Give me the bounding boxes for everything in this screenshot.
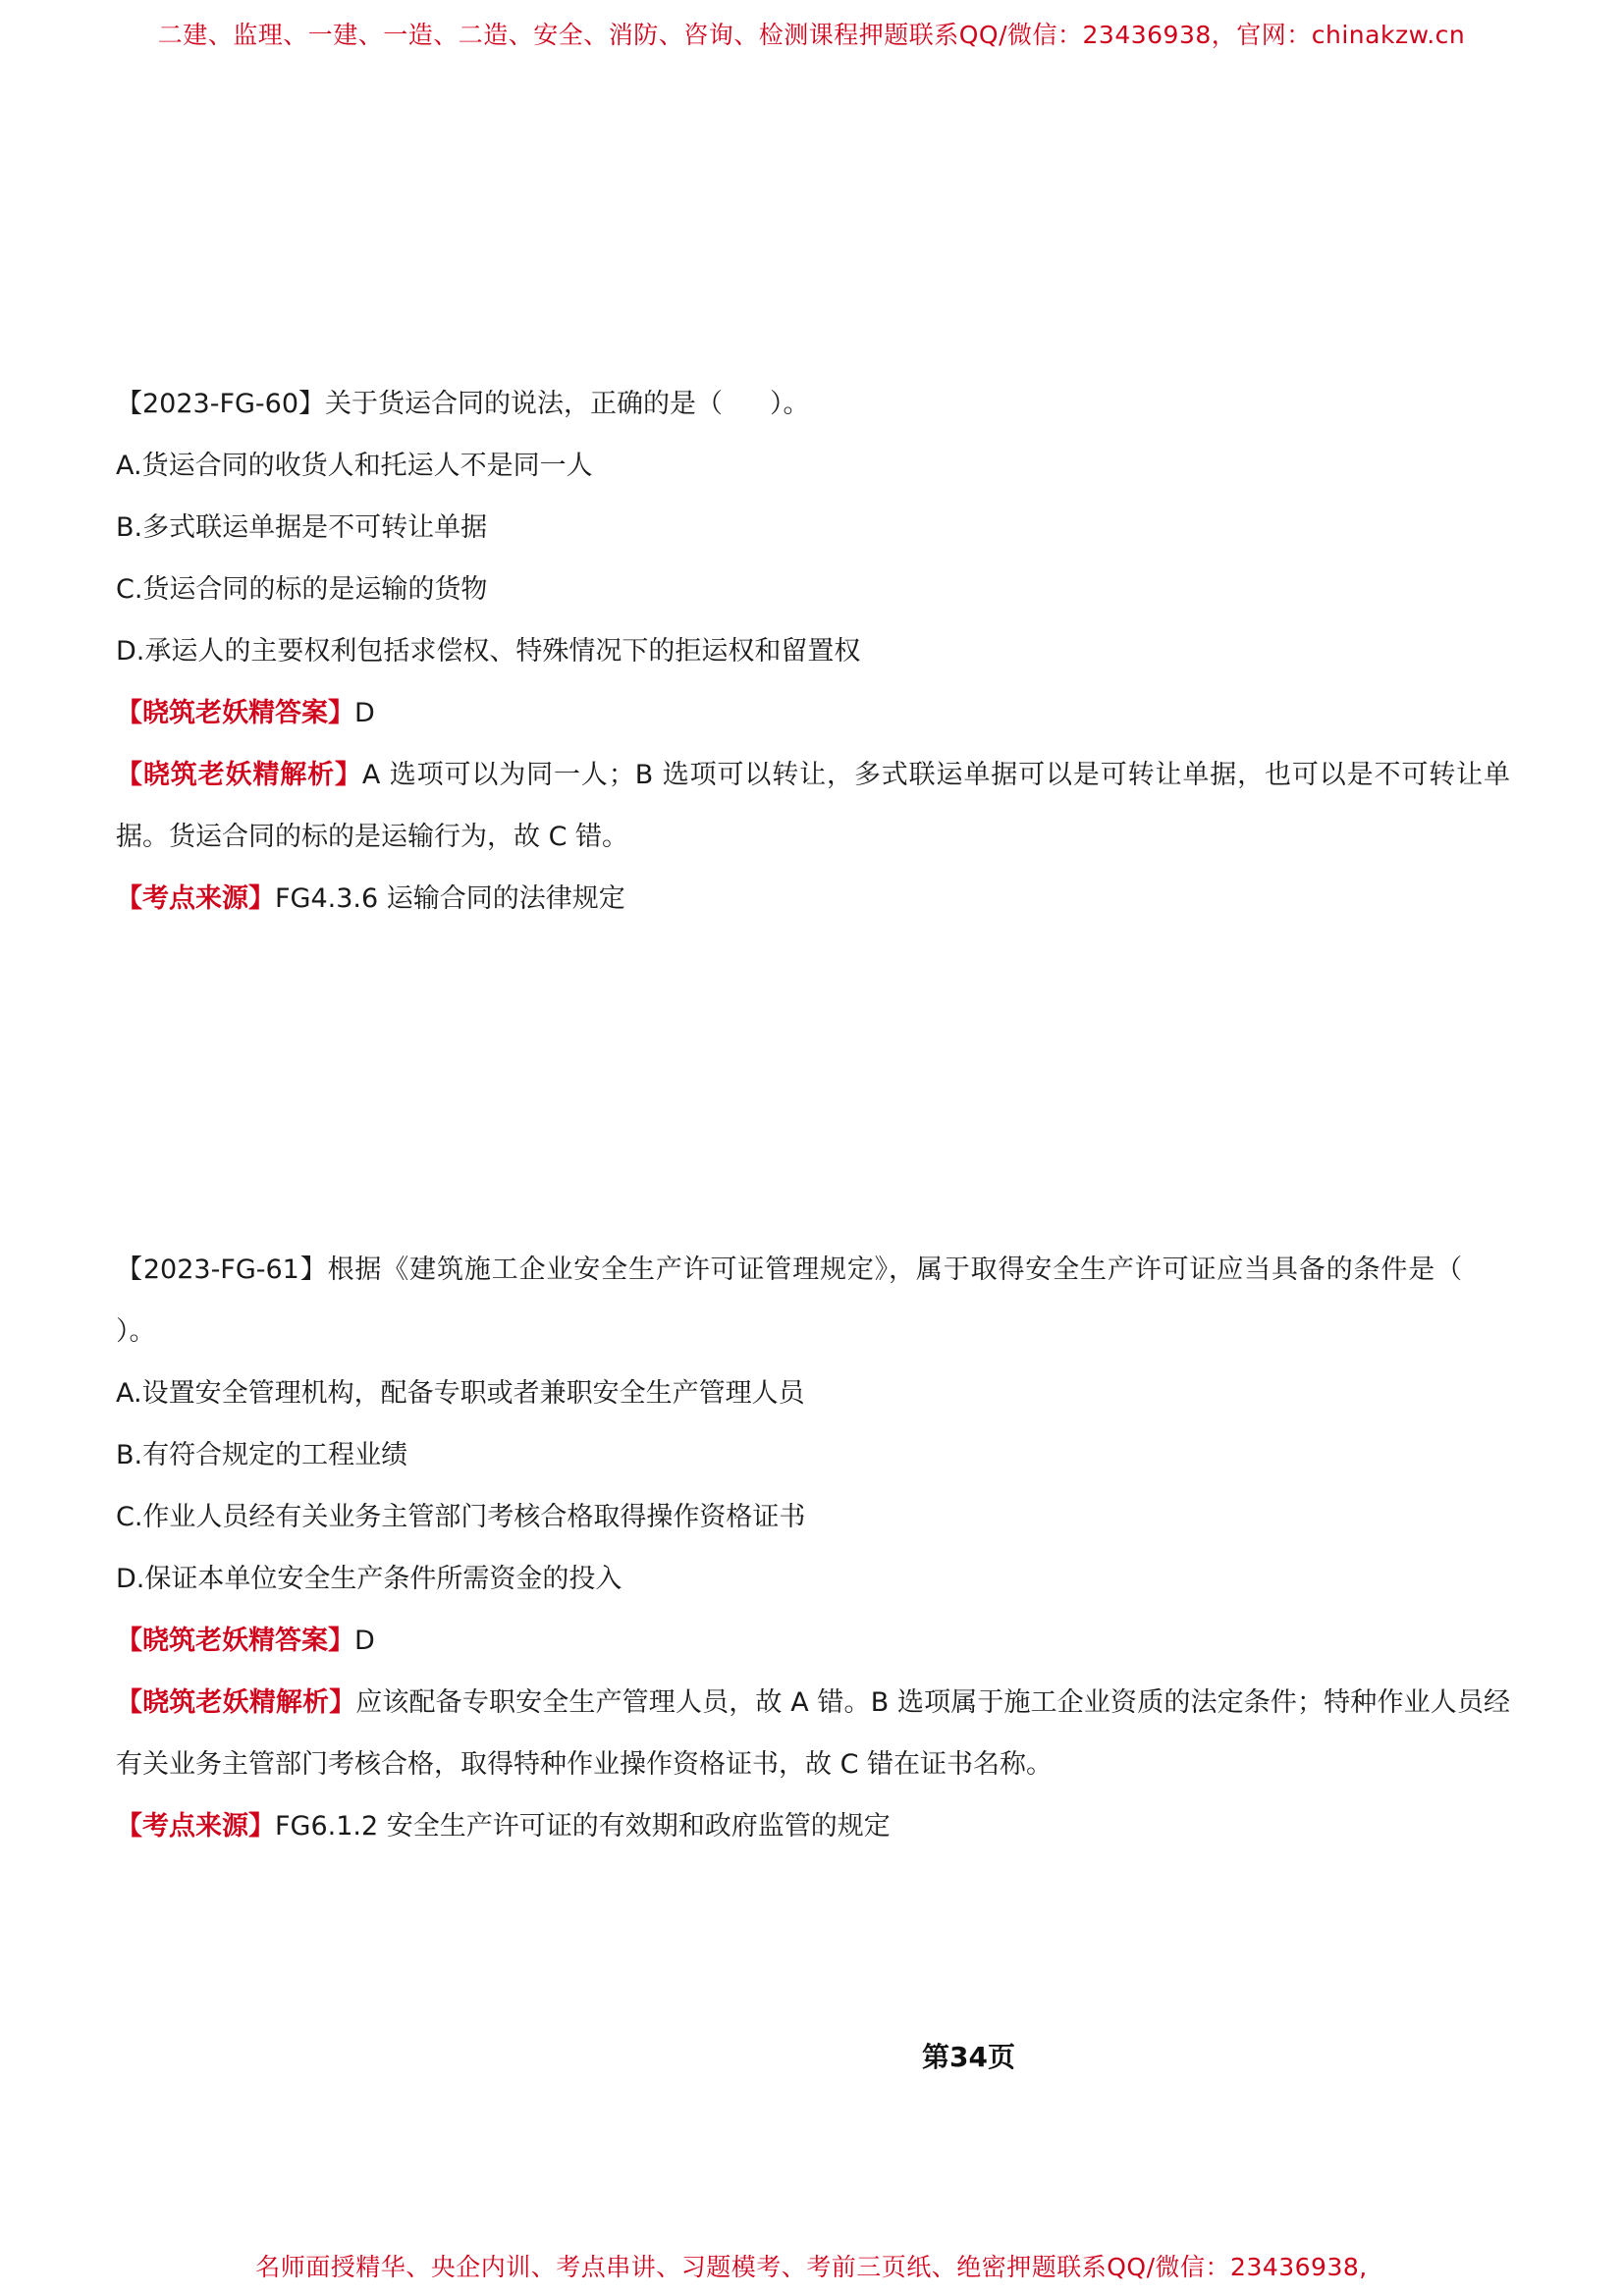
question-id: 【2023-FG-60】 [116,389,326,419]
source-line [116,868,1510,930]
option-c: C.货运合同的标的是运输的货物 [116,574,488,605]
question-block [116,373,1510,930]
option-d: D.保证本单位安全生产条件所需资金的投入 [116,1564,622,1594]
question-stem [116,1239,1510,1362]
option-c: C.作业人员经有关业务主管部门考核合格取得操作资格证书 [116,1502,806,1532]
option-a: A.货运合同的收货人和托运人不是同一人 [116,451,593,481]
question-stem-text: 根据《建筑施工企业安全生产许可证管理规定》，属于取得安全生产许可证应当具备的条件是（ [327,1255,1463,1285]
answer-line [116,682,1510,744]
option-a: A.设置安全管理机构，配备专职或者兼职安全生产管理人员 [116,1378,805,1409]
answer-line [116,1610,1510,1672]
footer-banner: 名师面授精华、央企内训、考点串讲、习题模考、考前三页纸、绝密押题联系QQ/微信：23436938, [255,2253,1368,2281]
option-b: B.有符合规定的工程业绩 [116,1440,408,1470]
source-label: 【考点来源】 [116,883,275,914]
explanation-line [116,744,1510,868]
explanation-line [116,1672,1510,1795]
option-d: D.承运人的主要权利包括求偿权、特殊情况下的拒运权和留置权 [116,636,861,667]
explanation-label: 【晓筑老妖精解析】 [116,760,362,790]
question-stem-end: ）。 [770,389,810,419]
source-label: 【考点来源】 [116,1811,275,1842]
option-b: B.多式联运单据是不可转让单据 [116,512,488,543]
explanation-text: 应该配备专职安全生产管理人员，故 A 错。B 选项属于施工企业资质的法定条件；特种作业人员经有关业务主管部门考核合格，取得特种作业操作资格证书，故 C 错在证书名称。 [116,1687,1510,1780]
explanation-label: 【晓筑老妖精解析】 [116,1687,356,1718]
source-line [116,1795,1510,1857]
header-banner: 二建、监理、一建、一造、二造、安全、消防、咨询、检测课程押题联系QQ/微信：23436938，官网：chinakzw.cn [157,21,1466,49]
answer-value: D [354,1626,375,1656]
question-stem-text: 关于货运合同的说法，正确的是（ [325,389,724,419]
question-id: 【2023-FG-61】 [116,1255,328,1285]
question-stem-end: ）。 [116,1316,156,1347]
question-block [116,1239,1510,1857]
answer-label: 【晓筑老妖精答案】 [116,1626,354,1656]
question-stem [116,373,1510,435]
page-number: 第34页 [922,2041,1015,2073]
source-text: FG4.3.6 运输合同的法律规定 [275,883,625,914]
answer-label: 【晓筑老妖精答案】 [116,698,354,728]
source-text: FG6.1.2 安全生产许可证的有效期和政府监管的规定 [275,1811,891,1842]
answer-value: D [354,698,375,728]
explanation-text: A 选项可以为同一人；B 选项可以转让，多式联运单据可以是可转让单据，也可以是不可转让单据。货运合同的标的是运输行为，故 C 错。 [116,760,1510,852]
